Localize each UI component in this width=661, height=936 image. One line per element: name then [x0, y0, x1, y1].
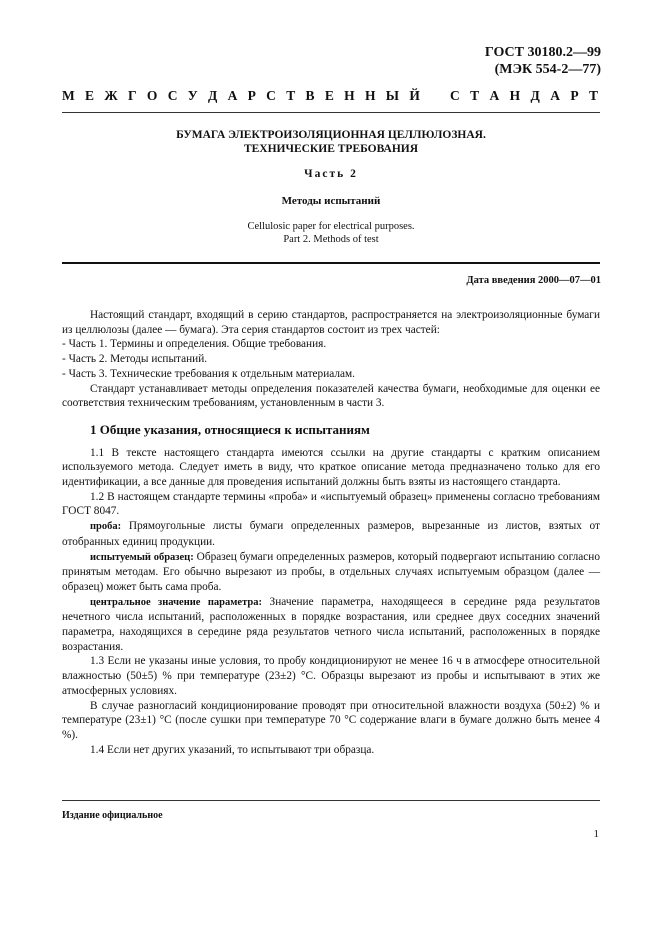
- english-title: [62, 221, 600, 246]
- banner-word-standard: [450, 88, 598, 104]
- footer-divider: [62, 800, 600, 801]
- intro-paragraph: Настоящий стандарт, входящий в серию стандартов, распространяется на электроизоляционные бумаги из целлюлозы (далее — бумага). Эта серия стандартов состоит из трех частей:: [62, 309, 600, 336]
- banner-letter: С: [450, 88, 460, 103]
- banner-letter: Т: [470, 88, 480, 103]
- list-item: - Часть 3. Технические требования к отдельным материалам.: [62, 367, 355, 380]
- part-subtitle: Методы испытаний: [281, 195, 381, 207]
- official-edition-label: Издание официальное: [62, 810, 163, 821]
- banner-letter: Р: [570, 88, 579, 103]
- clause-1-3-dispute: В случае разногласий кондиционирование проводят при относительной влажности воздуха (50±2) % и температуре (23±1) °С (после сушки при температуре 70 °С содержание влаги в бумаге должно быть менее 4 %).: [62, 699, 600, 741]
- banner-letter: Н: [364, 88, 376, 103]
- banner-letter: Т: [588, 88, 598, 103]
- banner-letter: С: [266, 88, 276, 103]
- scope-paragraph: Стандарт устанавливает методы определения показателей качества бумаги, необходимые для оценки ее соответствия техническим требованиям, установленным в части 3.: [62, 382, 600, 410]
- clause-1-2: 1.2 В настоящем стандарте термины «проба» и «испытуемый образец» применены согласно требованиям ГОСТ 8047.: [62, 490, 600, 518]
- banner-letter: Н: [344, 88, 355, 103]
- gost-number-line1: ГОСТ 30180.2—99: [484, 45, 601, 60]
- banner-letter: Й: [409, 88, 420, 103]
- clause-1-4: 1.4 Если нет других указаний, то испытывают три образца.: [90, 743, 375, 756]
- gost-number: [485, 44, 601, 78]
- banner-letter: Р: [247, 88, 256, 103]
- clause-1-3: 1.3 Если не указаны иные условия, то пробу кондиционируют не менее 16 ч в атмосфере относительной влажностью (50±5) % при температуре (23±2) °С. Образцы вырезают из пробы и испытывают в этих же атмосферных условиях.: [62, 655, 600, 697]
- title-divider: [62, 262, 600, 264]
- title-line1: БУМАГА ЭЛЕКТРОИЗОЛЯЦИОННАЯ ЦЕЛЛЮЛОЗНАЯ.: [176, 129, 486, 141]
- banner-letter: Н: [509, 88, 521, 103]
- banner-letter: А: [227, 88, 238, 103]
- english-title-line1: Cellulosic paper for electrical purposes.: [247, 221, 415, 232]
- document-body: [62, 308, 600, 757]
- banner-letter: Ж: [104, 88, 118, 103]
- document-title: [62, 128, 600, 156]
- part-label: Часть 2: [304, 168, 358, 180]
- title-line2: ТЕХНИЧЕСКИЕ ТРЕБОВАНИЯ: [243, 143, 419, 155]
- term-definition: Образец бумаги определенных размеров, который подвергают испытанию согласно принятым методам. Его обычно вырезают из пробы, в отдельных случаях испытуемым образцом (далее — образец) может быть сама проба.: [62, 550, 600, 593]
- term-label: испытуемый образец:: [90, 551, 194, 563]
- list-item: - Часть 1. Термины и определения. Общие требования.: [62, 338, 327, 351]
- banner-letter: С: [167, 88, 178, 103]
- banner-letter: Д: [207, 88, 218, 103]
- banner-letter: Ы: [385, 88, 400, 103]
- banner-letter: Е: [85, 88, 95, 103]
- section-heading: 1 Общие указания, относящиеся к испытаниям: [90, 421, 370, 437]
- definition-central-value: [62, 595, 600, 655]
- banner-word-interstate: [62, 88, 420, 104]
- banner-letter: У: [187, 88, 198, 103]
- clause-1-1: 1.1 В тексте настоящего стандарта имеются ссылки на другие стандарты с кратким описанием используемого метода. Следует иметь в виду, что краткое описание метода предназначено только для его идентификации, а все данные для проведения испытаний должны быть взяты из настоящего стандарта.: [62, 446, 600, 489]
- page-number: 1: [593, 828, 599, 840]
- top-divider: [62, 112, 600, 113]
- banner-letter: О: [146, 88, 158, 103]
- term-definition: Значение параметра, находящееся в середине ряда результатов нечетного числа испытаний, расположенных в порядке возрастания, или среднее двух соседних значений параметра, находящихся в середине ряда результатов четного числа испытаний, расположенных в порядке возрастания.: [62, 595, 600, 653]
- definition-test-specimen: [62, 550, 600, 595]
- term-label: центральное значение параметра:: [90, 596, 262, 608]
- banner-letter: Г: [128, 88, 137, 103]
- banner-letter: Е: [324, 88, 334, 103]
- introduction-date: Дата введения 2000—07—01: [466, 275, 601, 286]
- list-item: - Часть 2. Методы испытаний.: [62, 353, 208, 366]
- english-title-line2: Part 2. Methods of test: [283, 233, 379, 245]
- banner-letter: А: [550, 88, 560, 103]
- banner-letter: Т: [286, 88, 296, 103]
- definition-sample: [62, 519, 600, 549]
- gost-number-line2: (МЭК 554-2—77): [494, 62, 601, 77]
- term-label: проба:: [90, 521, 122, 533]
- term-definition: Прямоугольные листы бумаги определенных размеров, вырезанные из листов, взятых от отобранных единиц продукции.: [62, 520, 600, 548]
- banner-letter: М: [62, 88, 75, 103]
- banner-letter: Д: [530, 88, 540, 103]
- interstate-standard-banner: [62, 88, 598, 104]
- banner-letter: В: [305, 88, 315, 103]
- banner-letter: А: [489, 88, 500, 103]
